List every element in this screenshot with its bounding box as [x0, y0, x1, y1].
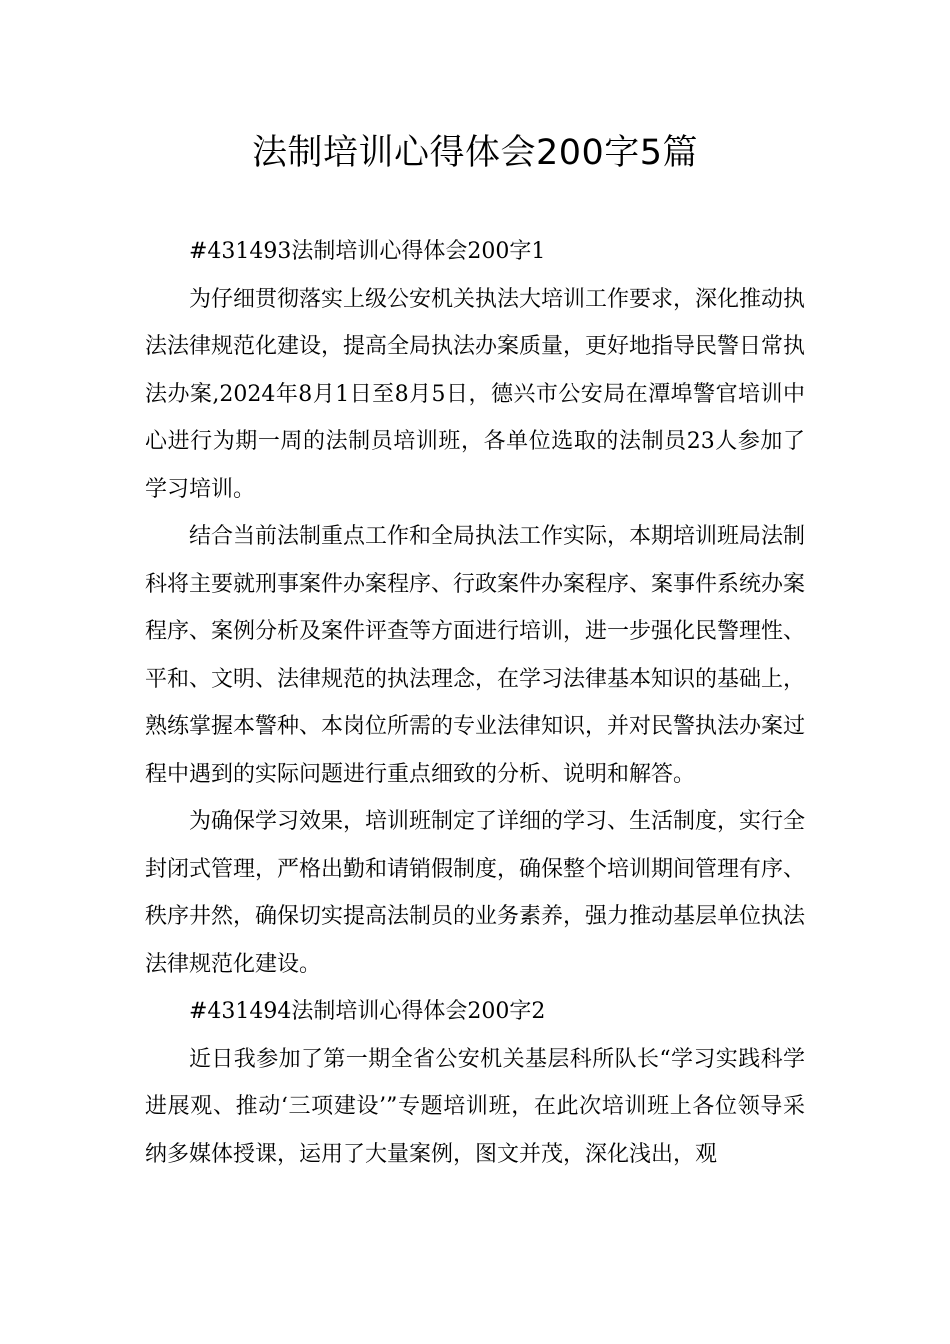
section-heading-1: #431493法制培训心得体会200字1	[189, 239, 546, 264]
document-body	[145, 228, 805, 1178]
paragraph-3: 为确保学习效果，培训班制定了详细的学习、生活制度，实行全封闭式管理，严格出勤和请销假制度，确保整个培训期间管理有序、秩序井然，确保切实提高法制员的业务素养，强力推动基层单位执法法律规范化建设。	[145, 809, 806, 977]
paragraph-1: 为仔细贯彻落实上级公安机关执法大培训工作要求，深化推动执法法律规范化建设，提高全局执法办案质量，更好地指导民警日常执法办案,2024年8月1日至8月5日，德兴市公安局在潭埠警官培训中心进行为期一周的法制员培训班，各单位选取的法制员23人参加了学习培训。	[145, 286, 806, 502]
document-title: 法制培训心得体会200字5篇	[251, 133, 699, 173]
paragraph-4: 近日我参加了第一期全省公安机关基层科所队长“学习实践科学进展观、推动‘三项建设’”专题培训班，在此次培训班上各位领导采纳多媒体授课，运用了大量案例，图文并茂，深化浅出，观	[145, 1046, 805, 1167]
paragraph-2: 结合当前法制重点工作和全局执法工作实际，本期培训班局法制科将主要就刑事案件办案程序、行政案件办案程序、案事件系统办案程序、案例分析及案件评查等方面进行培训，进一步强化民警理性、平和、文明、法律规范的执法理念，在学习法律基本知识的基础上，熟练掌握本警种、本岗位所需的专业法律知识，并对民警执法办案过程中遇到的实际问题进行重点细致的分析、说明和解答。	[145, 524, 806, 787]
section-heading-2: #431494法制培训心得体会200字2	[189, 999, 546, 1024]
